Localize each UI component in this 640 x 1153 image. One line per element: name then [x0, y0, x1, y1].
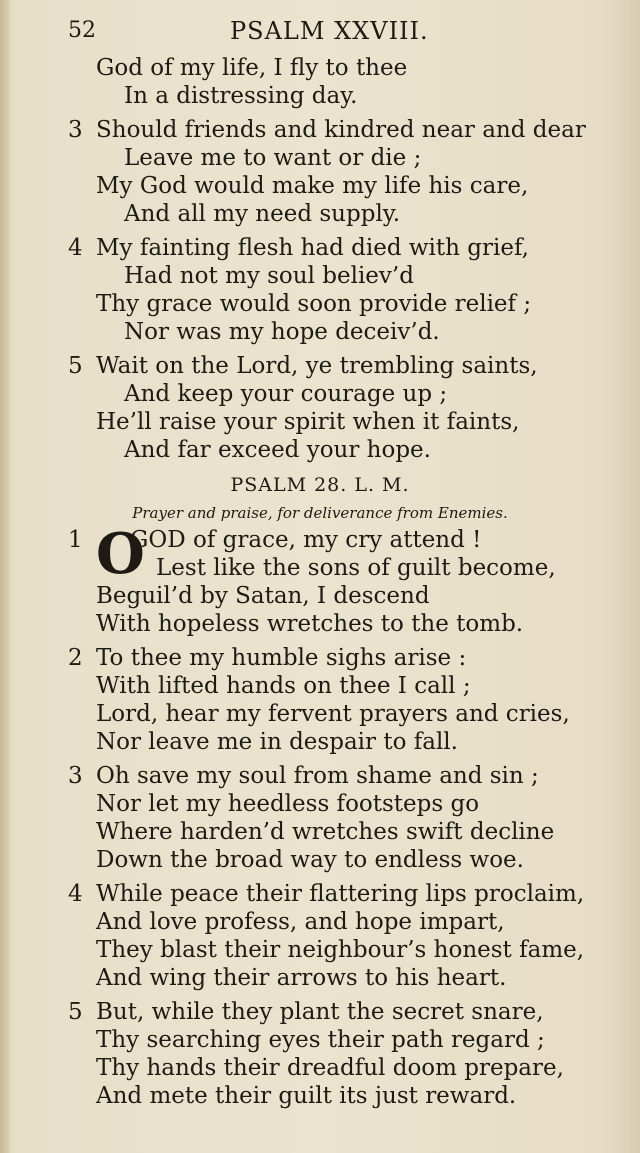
verse-line: Nor was my hope deceiv’d.	[124, 319, 440, 345]
verse-line: With hopeless wretches to the tomb.	[96, 611, 524, 637]
verse-line: Leave me to want or die ;	[124, 145, 422, 171]
psalm-heading: PSALM 28. L. M.	[230, 474, 410, 496]
verse-line: Should friends and kindred near and dear	[96, 117, 586, 143]
verse-line: Nor let my heedless footsteps go	[96, 791, 480, 817]
verse-line: Nor leave me in despair to fall.	[96, 729, 458, 755]
verse-line: While peace their flattering lips proclaim,	[96, 881, 585, 907]
verse-line: Down the broad way to endless woe.	[96, 847, 524, 873]
stanza-number: 4	[68, 235, 83, 261]
running-title: PSALM XXVIII.	[230, 17, 429, 45]
stanza	[0, 116, 640, 228]
verse-line: Thy grace would soon provide relief ;	[96, 291, 532, 317]
verse-line: God of my life, I fly to thee	[96, 55, 408, 81]
stanza-2-continued	[0, 54, 640, 110]
stanza-with-dropcap	[0, 521, 640, 638]
psalm-subtitle: Prayer and praise, for deliverance from Enemies.	[132, 504, 508, 522]
stanza-number: 1	[68, 527, 83, 553]
verse-line: And love profess, and hope impart,	[96, 909, 505, 935]
stanza	[0, 644, 640, 756]
verse-line: In a distressing day.	[124, 83, 358, 109]
stanza-number: 4	[68, 881, 83, 907]
verse-line: And mete their guilt its just reward.	[96, 1083, 517, 1109]
verse-line: But, while they plant the secret snare,	[96, 999, 544, 1025]
verse-line: My fainting flesh had died with grief,	[96, 235, 529, 261]
stanza	[0, 352, 640, 464]
stanza-number: 2	[68, 645, 83, 671]
verse-line: To thee my humble sighs arise :	[96, 645, 467, 671]
stanza	[0, 880, 640, 992]
stanza-number: 3	[68, 763, 83, 789]
verse-line: He’ll raise your spirit when it faints,	[96, 409, 520, 435]
verse-line: And far exceed your hope.	[124, 437, 431, 463]
stanza-number: 5	[68, 353, 83, 379]
verse-line: And wing their arrows to his heart.	[96, 965, 507, 991]
verse-line: Thy hands their dreadful doom prepare,	[96, 1055, 564, 1081]
page-number: 52	[68, 18, 96, 43]
verse-line: With lifted hands on thee I call ;	[96, 673, 471, 699]
stanza-number: 5	[68, 999, 83, 1025]
verse-line: Beguil’d by Satan, I descend	[96, 583, 430, 609]
verse-line: Had not my soul believ’d	[124, 263, 414, 289]
stanza	[0, 998, 640, 1110]
verse-line: Lord, hear my fervent prayers and cries,	[96, 701, 570, 727]
verse-line: Where harden’d wretches swift decline	[96, 819, 555, 845]
verse-line: Wait on the Lord, ye trembling saints,	[96, 353, 538, 379]
page-header	[0, 14, 640, 50]
verse-line: Oh save my soul from shame and sin ;	[96, 763, 539, 789]
drop-cap: O	[96, 521, 145, 587]
stanza-number: 3	[68, 117, 83, 143]
stanza	[0, 234, 640, 346]
verse-line: Thy searching eyes their path regard ;	[96, 1027, 545, 1053]
verse-line: My God would make my life his care,	[96, 173, 529, 199]
verse-line: They blast their neighbour’s honest fame,	[96, 937, 585, 963]
verse-line: And all my need supply.	[124, 201, 401, 227]
page-content	[0, 54, 640, 1116]
verse-line: And keep your courage up ;	[124, 381, 448, 407]
verse-line: GOD of grace, my cry attend !	[130, 527, 482, 553]
stanza	[0, 762, 640, 874]
verse-line: Lest like the sons of guilt become,	[156, 555, 556, 581]
